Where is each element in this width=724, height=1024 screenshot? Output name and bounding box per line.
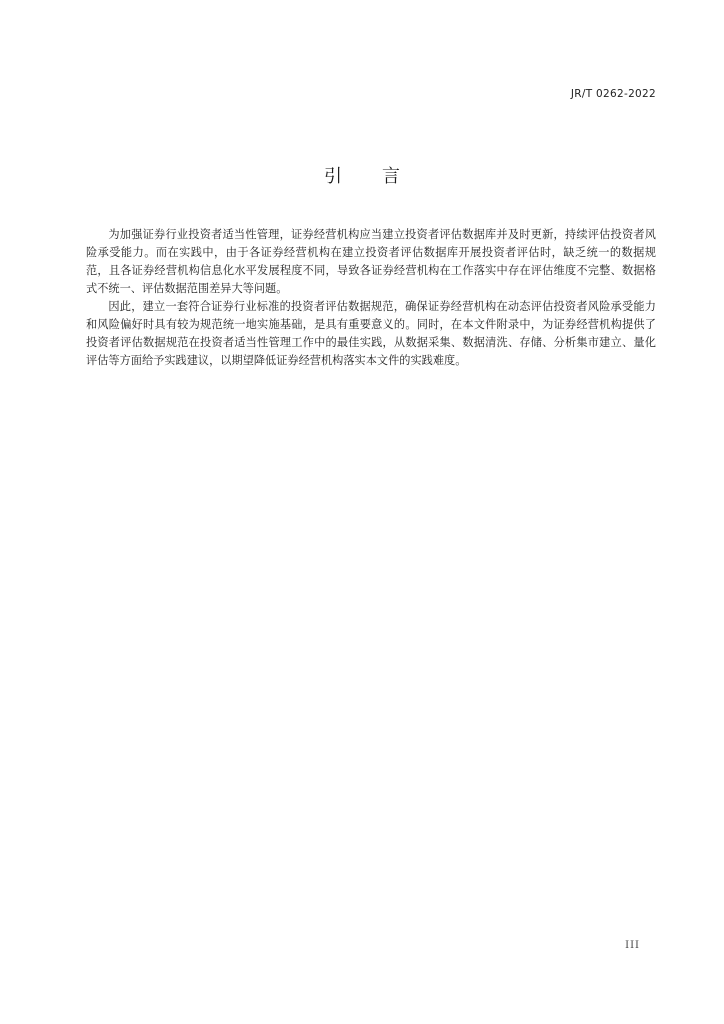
paragraph-2: 因此，建立一套符合证券行业标准的投资者评估数据规范，确保证券经营机构在动态评估投资者风险承受能力和风险偏好时具有较为规范统一地实施基础，是具有重要意义的。同时，在本文件附录中，为证券经营机构提供了投资者评估数据规范在投资者适当性管理工作中的最佳实践，从数据采集、数据清洗、存储、分析集市建立、量化评估等方面给予实践建议，以期望降低证券经营机构落实本文件的实践难度。: [86, 300, 656, 367]
document-code: JR/T 0262-2022: [570, 88, 656, 100]
paragraph-1: 为加强证券行业投资者适当性管理，证券经营机构应当建立投资者评估数据库并及时更新，持续评估投资者风险承受能力。而在实践中，由于各证券经营机构在建立投资者评估数据库开展投资者评估时，缺乏统一的数据规范，且各证券经营机构信息化水平发展程度不同，导致各证券经营机构在工作落实中存在评估维度不完整、数据格式不统一、评估数据范围差异大等问题。: [86, 228, 656, 295]
page-number: III: [625, 940, 640, 951]
body-text: [86, 226, 656, 370]
page-title: 引言: [324, 166, 440, 187]
